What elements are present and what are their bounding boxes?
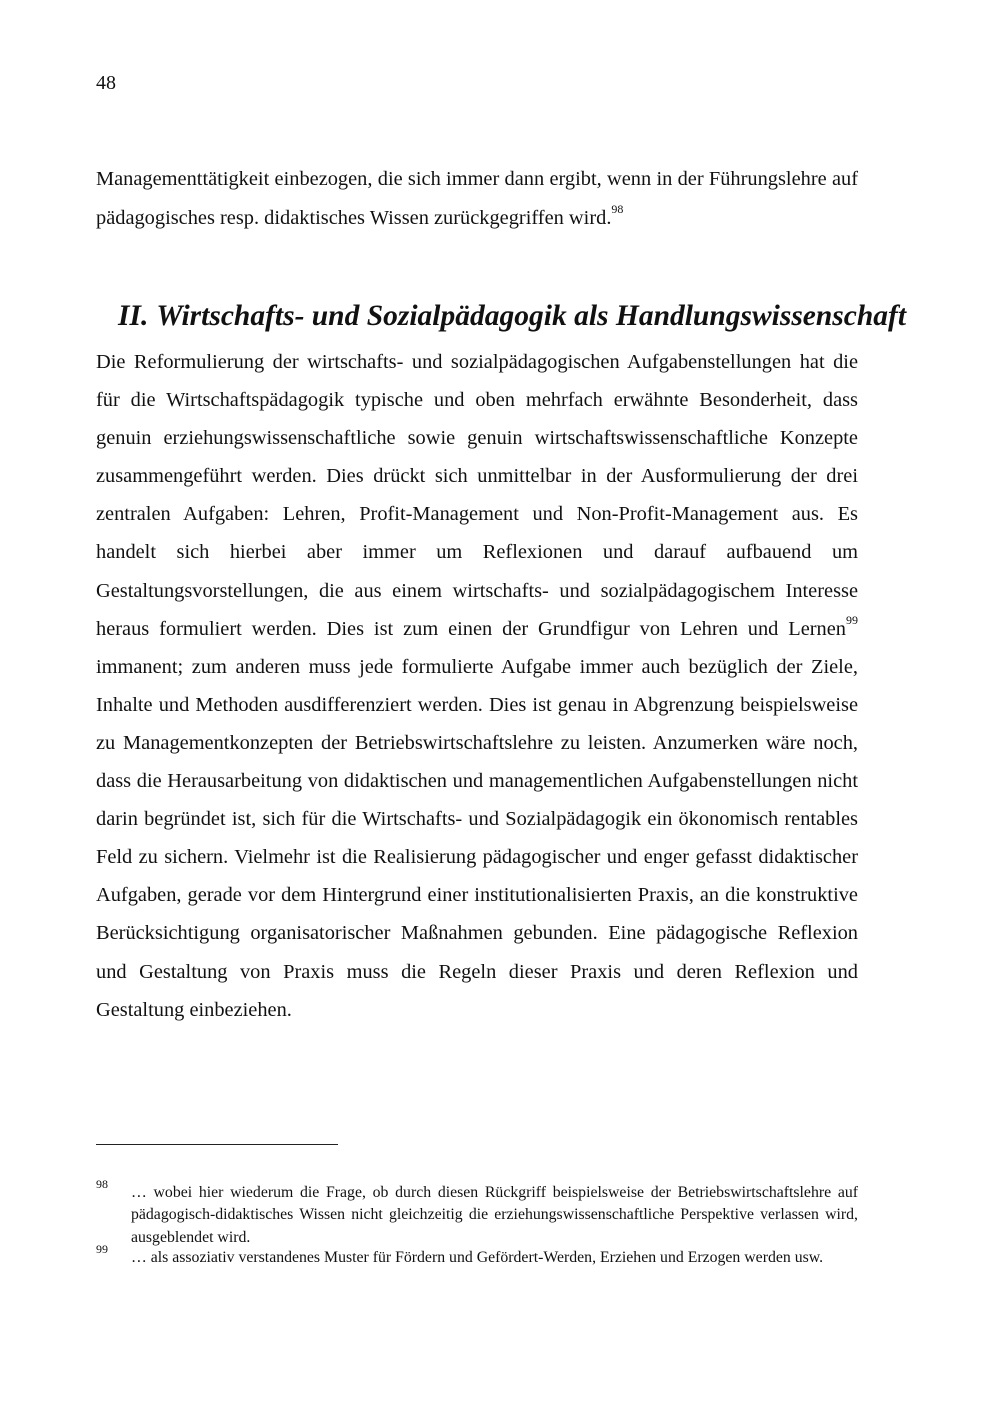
footnote-reference[interactable]: 98 xyxy=(611,201,624,216)
footnote-separator xyxy=(96,1144,338,1145)
footnote-98 xyxy=(96,1177,858,1249)
footnote-mark: 98 xyxy=(96,1177,108,1191)
footnote-text: … wobei hier wiederum die Frage, ob durch diesen Rückgriff beispielsweise der Betriebswirtschaftslehre auf pädagogisch-didaktisches Wissen nicht gleichzeitig die erziehungswissenschaftliche Perspektive verlassen wird, ausgeblendet wird. xyxy=(131,1184,858,1246)
page-number: 48 xyxy=(96,72,116,94)
paragraph-text: immanent; zum anderen muss jede formulierte Aufgabe immer auch bezüglich der Ziele, Inhalte und Methoden ausdifferenziert werden. Dies ist genau in Abgrenzung beispielsweise zu Managementkonzepten der Betriebswirtschaftslehre zu leisten. Anzumerken wäre noch, dass die Herausarbeitung von didaktischen und managementlichen Aufgabenstellungen nicht darin begründet ist, sich für die Wirtschafts- und Sozialpädagogik ein ökonomisch rentables Feld zu sichern. Vielmehr ist die Realisierung pädagogischer und enger gefasst didaktischer Aufgaben, gerade vor dem Hintergrund einer institutionalisierten Praxis, an die konstruktive Berücksichtigung organisatorischer Maßnahmen gebunden. Eine pädagogische Reflexion und Gestaltung von Praxis muss die Regeln dieser Praxis und deren Reflexion und Gestaltung einbeziehen. xyxy=(96,655,858,1021)
footnote-99 xyxy=(96,1242,858,1269)
section-title: Wirtschafts- und Sozialpädagogik als Handlungswissenschaft xyxy=(156,300,907,332)
paragraph-text: Managementtätigkeit einbezogen, die sich immer dann ergibt, wenn in der Führungslehre auf pädagogisches resp. didaktisches Wissen zurückgegriffen wird. xyxy=(96,168,858,229)
body-paragraph-top xyxy=(96,160,858,237)
section-heading xyxy=(118,296,906,336)
footnote-text: … als assoziativ verstandenes Muster für Fördern und Gefördert-Werden, Erziehen und Erzogen werden usw. xyxy=(131,1249,824,1266)
footnote-reference[interactable]: 99 xyxy=(846,612,858,627)
footnote-mark: 99 xyxy=(96,1242,108,1256)
paragraph-text: Die Reformulierung der wirtschafts- und sozialpädagogischen Aufgabenstellungen hat die für die Wirtschaftspädagogik typische und oben mehrfach erwähnte Besonderheit, dass genuin erziehungswissenschaftliche sowie genuin wirtschaftswissenschaftliche Konzepte zusammengeführt werden. Dies drückt sich unmittelbar in der Ausformulierung der drei zentralen Aufgaben: Lehren, Profit-Management und Non-Profit-Management aus. Es handelt sich hierbei aber immer um Reflexionen und darauf aufbauend um Gestaltungsvorstellungen, die aus einem wirtschafts- und sozialpädagogischem Interesse heraus formuliert werden. Dies ist zum einen der Grundfigur von Lehren und Lernen xyxy=(96,351,858,640)
section-number: II. xyxy=(118,300,149,332)
body-paragraph-main xyxy=(96,343,858,1029)
